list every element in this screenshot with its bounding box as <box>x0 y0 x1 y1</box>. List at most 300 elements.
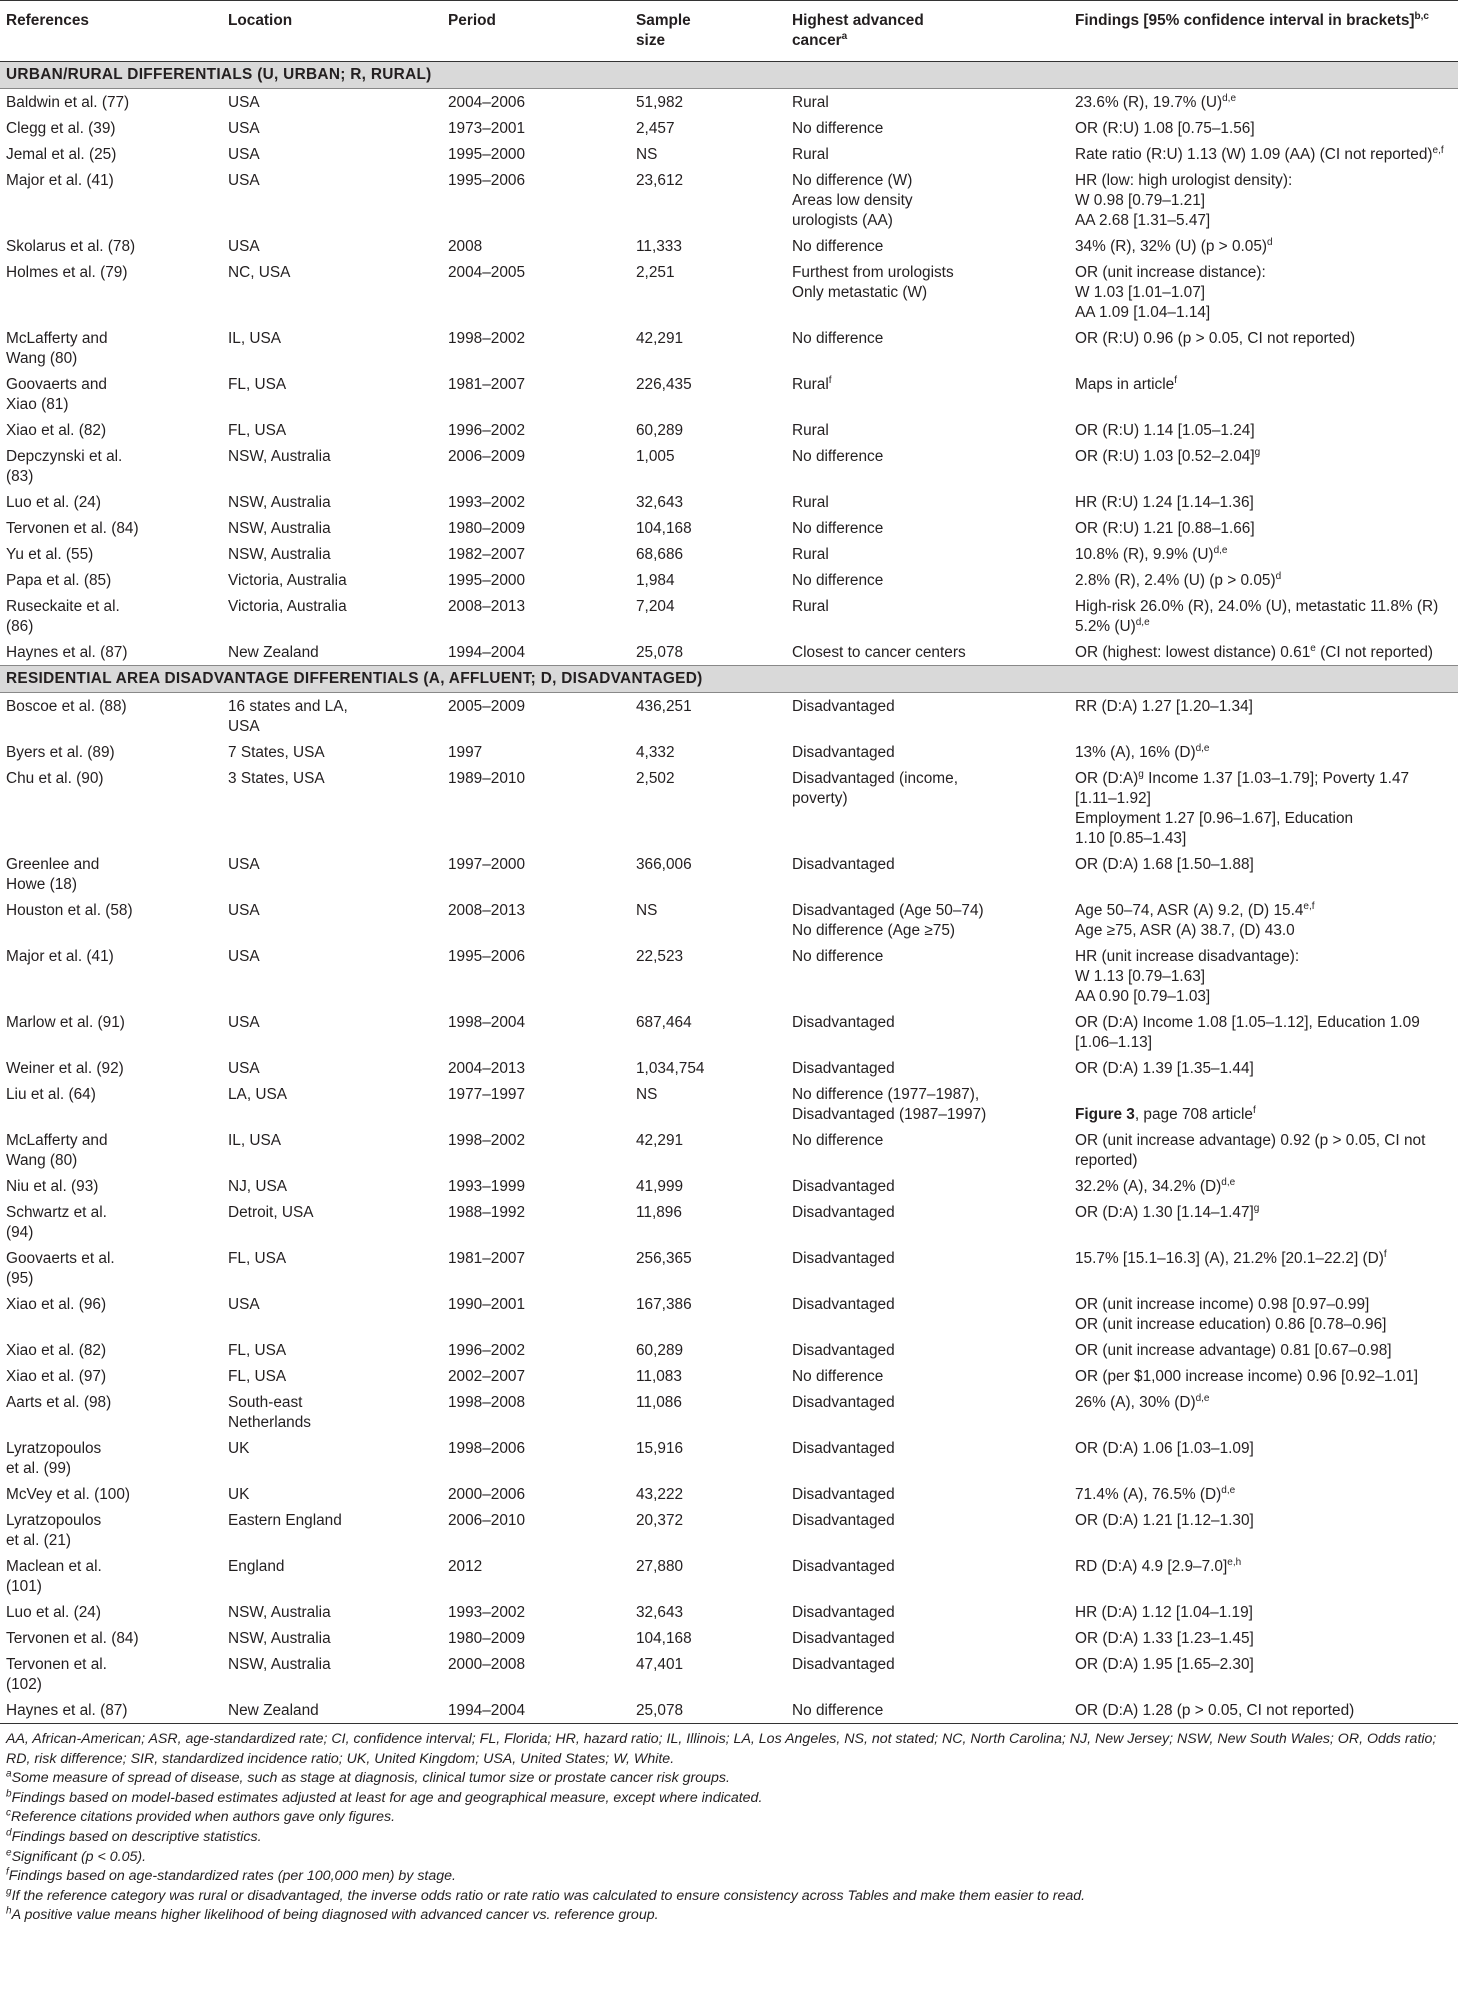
cell-findings: HR (D:A) 1.12 [1.04–1.19] <box>1075 1604 1253 1621</box>
table-row <box>0 765 1458 851</box>
cell-sample-size: 366,006 <box>636 856 692 873</box>
cell-highest-advanced: Rural <box>792 146 829 163</box>
cell-sample-size: 20,372 <box>636 1512 684 1529</box>
header-highest-advanced: Highest advanced cancer$^a$ <box>786 1 1069 62</box>
table-row <box>0 89 1458 116</box>
cell-sample-size: 2,251 <box>636 264 675 281</box>
cell-sample-size: 167,386 <box>636 1296 692 1313</box>
abbreviations-note: AA, African-American; ASR, age-standardized rate; CI, confidence interval; FL, Florida; HR, hazard ratio; IL, Illinois; LA, Los Angeles, NS, not stated; NC, North Carolina; NJ, New Jersey; NSW, New South Wales; OR, Odds ratio; RD, risk difference; SIR, standardized incidence ratio; UK, United Kingdom; USA, United States; W, White. <box>6 1731 1437 1767</box>
cell-reference: McLafferty and Wang (80) <box>6 330 108 367</box>
cell-findings: HR (low: high urologist density): W 0.98 [0.79–1.21] AA 2.68 [1.31–5.47] <box>1075 172 1293 229</box>
cell-reference: Jemal et al. (25) <box>6 146 117 163</box>
cell-findings: RR (D:A) 1.27 [1.20–1.34] <box>1075 698 1253 715</box>
cell-highest-advanced: No difference (W) Areas low density urologists (AA) <box>792 172 913 229</box>
cell-period: 1980–2009 <box>448 520 526 537</box>
cell-period: 1996–2002 <box>448 1342 526 1359</box>
cell-sample-size: NS <box>636 146 658 163</box>
table-row <box>0 1697 1458 1723</box>
table-row <box>0 639 1458 666</box>
cell-period: 1998–2008 <box>448 1394 526 1411</box>
cell-highest-advanced: Disadvantaged <box>792 1060 895 1077</box>
cell-reference: Major et al. (41) <box>6 948 114 965</box>
cell-findings: OR (unit increase advantage) 0.92 (p > 0.05, CI not reported) <box>1075 1132 1426 1169</box>
cell-location: New Zealand <box>228 644 319 661</box>
cell-highest-advanced: Rural <box>792 94 829 111</box>
cell-highest-advanced: Disadvantaged <box>792 1014 895 1031</box>
cell-highest-advanced: Disadvantaged <box>792 856 895 873</box>
cell-location: FL, USA <box>228 1250 287 1267</box>
cell-reference: Lyratzopoulos et al. (21) <box>6 1512 102 1549</box>
cell-period: 1989–2010 <box>448 770 526 787</box>
cell-reference: Yu et al. (55) <box>6 546 94 563</box>
table-header <box>0 1 1458 62</box>
cell-sample-size: 11,086 <box>636 1394 682 1411</box>
cell-reference: McVey et al. (100) <box>6 1486 131 1503</box>
cell-location: USA <box>228 902 260 919</box>
cell-location: England <box>228 1558 285 1575</box>
header-sample-size: Sample size <box>630 1 786 62</box>
cell-location: NJ, USA <box>228 1178 288 1195</box>
table-body <box>0 62 1458 1724</box>
cell-reference: Boscoe et al. (88) <box>6 698 127 715</box>
cell-sample-size: 42,291 <box>636 330 684 347</box>
cell-period: 2008–2013 <box>448 902 526 919</box>
header-references: References <box>0 1 222 62</box>
table-row <box>0 233 1458 259</box>
cell-location: NC, USA <box>228 264 291 281</box>
cell-reference: Papa et al. (85) <box>6 572 112 589</box>
cell-location: USA <box>228 856 260 873</box>
cell-period: 1995–2000 <box>448 146 526 163</box>
cell-findings: OR (D:A) 1.06 [1.03–1.09] <box>1075 1440 1254 1457</box>
footnote: $^e$Significant (p < 0.05). <box>6 1846 147 1865</box>
cell-reference: Major et al. (41) <box>6 172 114 189</box>
cell-location: USA <box>228 94 260 111</box>
cell-reference: Goovaerts and Xiao (81) <box>6 376 107 413</box>
cell-period: 1980–2009 <box>448 1630 526 1647</box>
cell-highest-advanced: Disadvantaged <box>792 1656 895 1673</box>
cell-highest-advanced: Rural$^f$ <box>792 374 832 393</box>
cell-location: NSW, Australia <box>228 494 331 511</box>
cell-reference: Haynes et al. (87) <box>6 1702 128 1719</box>
cell-reference: Liu et al. (64) <box>6 1086 96 1103</box>
cell-period: 1995–2006 <box>448 948 526 965</box>
cell-location: USA <box>228 172 260 189</box>
table-row <box>0 443 1458 489</box>
cell-period: 1995–2000 <box>448 572 526 589</box>
cell-sample-size: 22,523 <box>636 948 684 965</box>
cell-reference: Marlow et al. (91) <box>6 1014 125 1031</box>
table-row <box>0 693 1458 740</box>
cell-location: UK <box>228 1486 250 1503</box>
cell-findings: OR (R:U) 1.14 [1.05–1.24] <box>1075 422 1255 439</box>
cell-findings: RD (D:A) 4.9 $[2.9-7.0]^{e,h}$ <box>1075 1556 1242 1575</box>
footnote: $^g$If the reference category was rural or disadvantaged, the inverse odds ratio or rate ratio was calculated to ensure consistency across Tables and make them easier to read. <box>6 1886 1086 1904</box>
cell-highest-advanced: Disadvantaged (Age 50–74) No difference (Age ≥75) <box>792 902 984 939</box>
cell-sample-size: 60,289 <box>636 1342 684 1359</box>
cell-reference: Xiao et al. (82) <box>6 1342 107 1359</box>
cell-location: South-east Netherlands <box>228 1394 311 1431</box>
cell-sample-size: 42,291 <box>636 1132 684 1149</box>
cell-period: 2000–2006 <box>448 1486 526 1503</box>
table-row <box>0 417 1458 443</box>
table-row <box>0 167 1458 233</box>
table-row <box>0 515 1458 541</box>
cell-sample-size: 2,457 <box>636 120 675 137</box>
table-row <box>0 259 1458 325</box>
cell-reference: Niu et al. (93) <box>6 1178 99 1195</box>
cell-location: NSW, Australia <box>228 1656 331 1673</box>
table-row <box>0 1291 1458 1337</box>
section-title: RESIDENTIAL AREA DISADVANTAGE DIFFERENTIALS (A, AFFLUENT; D, DISADVANTAGED) <box>0 666 1458 693</box>
table-row <box>0 567 1458 593</box>
table-row <box>0 1199 1458 1245</box>
cell-period: 2004–2013 <box>448 1060 526 1077</box>
cell-reference: Ruseckaite et al. (86) <box>6 598 120 635</box>
cell-location: NSW, Australia <box>228 448 331 465</box>
table-row <box>0 943 1458 1009</box>
cell-location: Detroit, USA <box>228 1204 314 1221</box>
footnote: $^f$Findings based on age-standardized rates (per 100,000 men) by stage. <box>6 1866 456 1885</box>
cell-period: 2004–2005 <box>448 264 526 281</box>
table-row <box>0 1009 1458 1055</box>
cell-location: UK <box>228 1440 250 1457</box>
cell-sample-size: 256,365 <box>636 1250 692 1267</box>
cell-location: Eastern England <box>228 1512 342 1529</box>
cell-location: FL, USA <box>228 1342 287 1359</box>
footnote: $^a$Some measure of spread of disease, such as stage at diagnosis, clinical tumor size or prostate cancer risk groups. <box>6 1768 730 1787</box>
cell-highest-advanced: Rural <box>792 494 829 511</box>
cell-location: USA <box>228 238 260 255</box>
cell-highest-advanced: Disadvantaged <box>792 1440 895 1457</box>
section-header-row <box>0 62 1458 89</box>
cell-sample-size: 32,643 <box>636 1604 684 1621</box>
cell-location: IL, USA <box>228 330 282 347</box>
cell-highest-advanced: Rural <box>792 546 829 563</box>
cell-reference: Haynes et al. (87) <box>6 644 128 661</box>
cell-location: USA <box>228 1296 260 1313</box>
footnote: $^h$A positive value means higher likelihood of being diagnosed with advanced cancer vs. reference group. <box>6 1905 659 1924</box>
cell-reference: Skolarus et al. (78) <box>6 238 136 255</box>
cell-reference: Xiao et al. (96) <box>6 1296 107 1313</box>
table-row <box>0 1127 1458 1173</box>
cell-findings: OR (D:A) 1.33 [1.23–1.45] <box>1075 1630 1254 1647</box>
table-row <box>0 1651 1458 1697</box>
table-row <box>0 1553 1458 1599</box>
cell-sample-size: 1,005 <box>636 448 675 465</box>
cell-period: 1998–2006 <box>448 1440 526 1457</box>
cell-reference: Tervonen et al. (102) <box>6 1656 107 1693</box>
cell-location: New Zealand <box>228 1702 319 1719</box>
cell-period: 1982–2007 <box>448 546 526 563</box>
cell-sample-size: 2,502 <box>636 770 675 787</box>
cell-reference: Byers et al. (89) <box>6 744 115 761</box>
cell-highest-advanced: No difference <box>792 330 884 347</box>
cell-sample-size: 104,168 <box>636 1630 692 1647</box>
cell-sample-size: 11,333 <box>636 238 682 255</box>
cell-findings: Maps in article$^f$ <box>1075 374 1178 393</box>
cell-location: Victoria, Australia <box>228 572 347 589</box>
cell-period: 2008–2013 <box>448 598 526 615</box>
cell-highest-advanced: Disadvantaged <box>792 744 895 761</box>
cell-findings: HR (R:U) 1.24 [1.14–1.36] <box>1075 494 1254 511</box>
table-row <box>0 1337 1458 1363</box>
cell-highest-advanced: Disadvantaged <box>792 1558 895 1575</box>
cell-highest-advanced: No difference <box>792 1702 884 1719</box>
cell-reference: Holmes et al. (79) <box>6 264 128 281</box>
cell-findings: OR (per $1,000 increase income) 0.96 [0.92–1.01] <box>1075 1368 1419 1385</box>
table-row <box>0 325 1458 371</box>
cell-period: 2008 <box>448 238 483 255</box>
cell-reference: Clegg et al. (39) <box>6 120 116 137</box>
cell-period: 1998–2004 <box>448 1014 526 1031</box>
cell-sample-size: 51,982 <box>636 94 684 111</box>
cell-reference: Xiao et al. (82) <box>6 422 107 439</box>
cell-findings: 15.7% [15.1–16.3] (A), 21.2% [20.1–22.2] $(D)^f$ <box>1075 1248 1387 1267</box>
cell-highest-advanced: Disadvantaged <box>792 1394 895 1411</box>
cell-findings: 23.6% (R), 19.7% $(U)^{d,e}$ <box>1075 92 1237 111</box>
table-row <box>0 1599 1458 1625</box>
cell-period: 1993–2002 <box>448 1604 526 1621</box>
section-title: URBAN/RURAL DIFFERENTIALS (U, URBAN; R, RURAL) <box>0 62 1458 89</box>
cell-period: 2006–2009 <box>448 448 526 465</box>
cell-sample-size: 7,204 <box>636 598 675 615</box>
table-row <box>0 739 1458 765</box>
cell-highest-advanced: Disadvantaged <box>792 1296 895 1313</box>
cell-reference: Weiner et al. (92) <box>6 1060 124 1077</box>
cell-reference: Tervonen et al. (84) <box>6 520 139 537</box>
cell-reference: Goovaerts et al. (95) <box>6 1250 115 1287</box>
cell-period: 1997–2000 <box>448 856 526 873</box>
cell-findings: Figure 3, page 708 article$^f$ <box>1075 1104 1256 1123</box>
cell-reference: Luo et al. (24) <box>6 1604 101 1621</box>
cell-location: IL, USA <box>228 1132 282 1149</box>
cell-period: 2002–2007 <box>448 1368 526 1385</box>
cell-period: 1995–2006 <box>448 172 526 189</box>
cell-reference: Xiao et al. (97) <box>6 1368 107 1385</box>
cell-sample-size: 27,880 <box>636 1558 684 1575</box>
table-row <box>0 541 1458 567</box>
cell-location: NSW, Australia <box>228 546 331 563</box>
table-footnotes <box>0 1723 1458 1926</box>
cell-reference: Greenlee and Howe (18) <box>6 856 100 893</box>
cell-highest-advanced: Disadvantaged <box>792 1342 895 1359</box>
cell-findings: Rate ratio (R:U) 1.13 (W) 1.09 (AA) (CI not reported)$^{e,f}$ <box>1075 144 1444 163</box>
cell-sample-size: 25,078 <box>636 644 684 661</box>
cell-findings: OR (D:A) 1.30 $[1.14-1.47]^g$ <box>1075 1202 1260 1221</box>
cell-findings: OR (R:U) 1.21 [0.88–1.66] <box>1075 520 1255 537</box>
cell-findings: High-risk 26.0% (R), 24.0% (U), metastatic 11.8% (R) 5.2% $(U)^{d,e}$ <box>1075 598 1439 635</box>
cell-sample-size: 104,168 <box>636 520 692 537</box>
cell-findings: OR (unit increase distance): W 1.03 [1.01–1.07] AA 1.09 [1.04–1.14] <box>1075 264 1266 321</box>
cell-findings: HR (unit increase disadvantage): W 1.13 [0.79–1.63] AA 0.90 [0.79–1.03] <box>1075 948 1300 1005</box>
cell-highest-advanced: No difference <box>792 948 884 965</box>
cell-period: 1977–1997 <box>448 1086 526 1103</box>
cell-findings: OR (R:U) 1.03 $[0.52-2.04]^g$ <box>1075 446 1261 465</box>
cell-period: 1981–2007 <box>448 1250 526 1267</box>
cell-highest-advanced: Rural <box>792 422 829 439</box>
table-row <box>0 1081 1458 1127</box>
cell-findings: 71.4% (A), 76.5% $(D)^{d,e}$ <box>1075 1484 1236 1503</box>
cell-location: NSW, Australia <box>228 1630 331 1647</box>
cell-reference: McLafferty and Wang (80) <box>6 1132 108 1169</box>
cell-location: USA <box>228 146 260 163</box>
cell-period: 2006–2010 <box>448 1512 526 1529</box>
cell-location: USA <box>228 1014 260 1031</box>
cell-sample-size: 25,078 <box>636 1702 684 1719</box>
cell-highest-advanced: Disadvantaged <box>792 1250 895 1267</box>
cell-highest-advanced: No difference <box>792 120 884 137</box>
cell-sample-size: 47,401 <box>636 1656 684 1673</box>
cell-location: Victoria, Australia <box>228 598 347 615</box>
cell-findings: OR (D:A) 1.21 [1.12–1.30] <box>1075 1512 1254 1529</box>
cell-sample-size: 15,916 <box>636 1440 684 1457</box>
cell-location: 16 states and LA, USA <box>228 698 348 735</box>
cell-location: USA <box>228 120 260 137</box>
cell-highest-advanced: Furthest from urologists Only metastatic (W) <box>792 264 954 301</box>
table-row <box>0 1481 1458 1507</box>
cell-findings: 13% (A), 16% $(D)^{d,e}$ <box>1075 742 1210 761</box>
cell-findings: OR (R:U) 1.08 [0.75–1.56] <box>1075 120 1255 137</box>
cell-reference: Aarts et al. (98) <box>6 1394 112 1411</box>
cell-highest-advanced: Disadvantaged <box>792 1486 895 1503</box>
cell-reference: Depczynski et al. (83) <box>6 448 123 485</box>
cell-sample-size: 23,612 <box>636 172 684 189</box>
cell-sample-size: 1,984 <box>636 572 675 589</box>
header-location: Location <box>222 1 442 62</box>
cell-period: 1998–2002 <box>448 1132 526 1149</box>
cell-period: 1990–2001 <box>448 1296 526 1313</box>
cell-findings: OR (unit increase advantage) 0.81 [0.67–0.98] <box>1075 1342 1392 1359</box>
table-row <box>0 1507 1458 1553</box>
cell-sample-size: 436,251 <box>636 698 692 715</box>
cell-highest-advanced: Disadvantaged <box>792 1178 895 1195</box>
cell-sample-size: 226,435 <box>636 376 692 393</box>
cell-reference: Baldwin et al. (77) <box>6 94 130 111</box>
cell-findings: OR (D:A) 1.68 [1.50–1.88] <box>1075 856 1254 873</box>
table-row <box>0 371 1458 417</box>
cell-highest-advanced: No difference <box>792 520 884 537</box>
cell-period: 1994–2004 <box>448 644 526 661</box>
cell-findings: 34% (R), 32% (U) (p > 0.05)$^d$ <box>1075 236 1273 255</box>
cell-findings: Age 50–74, ASR (A) 9.2, (D) 15.4$^{e,f}$ Age ≥75, ASR (A) 38.7, (D) 43.0 <box>1075 900 1315 939</box>
cell-findings: 32.2% (A), 34.2% $(D)^{d,e}$ <box>1075 1176 1236 1195</box>
header-findings: Findings [95% confidence interval in brackets]$^{b,c}$ <box>1069 1 1458 62</box>
table-row <box>0 1389 1458 1435</box>
cell-highest-advanced: Disadvantaged <box>792 1604 895 1621</box>
cell-location: NSW, Australia <box>228 520 331 537</box>
cell-findings: 10.8% (R), 9.9% $(U)^{d,e}$ <box>1075 544 1228 563</box>
cell-reference: Chu et al. (90) <box>6 770 104 787</box>
cell-findings: OR (D:A) 1.95 [1.65–2.30] <box>1075 1656 1254 1673</box>
cell-location: 3 States, USA <box>228 770 325 787</box>
cell-reference: Houston et al. (58) <box>6 902 133 919</box>
table-row <box>0 1363 1458 1389</box>
cell-location: LA, USA <box>228 1086 288 1103</box>
table-row <box>0 1435 1458 1481</box>
table-row <box>0 141 1458 167</box>
cell-findings: OR (D:A)$^g$ Income 1.37 [1.03–1.79]; Poverty 1.47 [1.11–1.92] Employment 1.27 [0.96–1.67], Education 1.10 [0.85–1.43] <box>1075 768 1410 847</box>
cell-highest-advanced: Disadvantaged <box>792 1512 895 1529</box>
table-row <box>0 851 1458 897</box>
cell-period: 2012 <box>448 1558 483 1575</box>
cell-period: 1993–2002 <box>448 494 526 511</box>
section-header-row <box>0 666 1458 693</box>
table-row <box>0 1055 1458 1081</box>
cell-highest-advanced: Disadvantaged (income, poverty) <box>792 770 958 807</box>
cell-period: 1998–2002 <box>448 330 526 347</box>
cell-sample-size: 11,896 <box>636 1204 682 1221</box>
cell-period: 1993–1999 <box>448 1178 526 1195</box>
cell-period: 1981–2007 <box>448 376 526 393</box>
cell-sample-size: 68,686 <box>636 546 684 563</box>
cell-highest-advanced: Disadvantaged <box>792 1630 895 1647</box>
cell-highest-advanced: Rural <box>792 598 829 615</box>
cell-highest-advanced: Closest to cancer centers <box>792 644 966 661</box>
cell-sample-size: 41,999 <box>636 1178 684 1195</box>
cell-period: 2000–2008 <box>448 1656 526 1673</box>
table-row <box>0 593 1458 639</box>
cell-highest-advanced: No difference <box>792 1132 884 1149</box>
footnote: $^b$Findings based on model-based estimates adjusted at least for age and geographical measure, except where indicated. <box>6 1788 763 1806</box>
cell-sample-size: 687,464 <box>636 1014 692 1031</box>
cell-reference: Lyratzopoulos et al. (99) <box>6 1440 102 1477</box>
cell-location: FL, USA <box>228 376 287 393</box>
cell-highest-advanced: No difference (1977–1987), Disadvantaged (1987–1997) <box>792 1086 987 1123</box>
cell-findings: 26% (A), 30% $(D)^{d,e}$ <box>1075 1392 1210 1411</box>
cell-location: 7 States, USA <box>228 744 325 761</box>
cell-period: 1994–2004 <box>448 1702 526 1719</box>
cell-sample-size: 1,034,754 <box>636 1060 705 1077</box>
cell-highest-advanced: No difference <box>792 1368 884 1385</box>
cell-period: 1996–2002 <box>448 422 526 439</box>
cell-sample-size: 43,222 <box>636 1486 684 1503</box>
cell-highest-advanced: No difference <box>792 238 884 255</box>
footnote-list <box>6 1769 1452 1926</box>
cell-sample-size: 11,083 <box>636 1368 682 1385</box>
cell-reference: Schwartz et al. (94) <box>6 1204 107 1241</box>
footnote: $^d$Findings based on descriptive statistics. <box>6 1827 262 1845</box>
table-row <box>0 897 1458 943</box>
cell-period: 1997 <box>448 744 483 761</box>
cell-location: NSW, Australia <box>228 1604 331 1621</box>
cell-period: 1988–1992 <box>448 1204 526 1221</box>
cell-location: USA <box>228 948 260 965</box>
cell-location: FL, USA <box>228 422 287 439</box>
header-period: Period <box>442 1 630 62</box>
cell-reference: Luo et al. (24) <box>6 494 101 511</box>
cell-highest-advanced: No difference <box>792 448 884 465</box>
cell-period: 2005–2009 <box>448 698 526 715</box>
cell-findings: OR (D:A) Income 1.08 [1.05–1.12], Education 1.09 [1.06–1.13] <box>1075 1014 1420 1051</box>
cell-reference: Tervonen et al. (84) <box>6 1630 139 1647</box>
cell-findings: OR (highest: lowest distance) 0.61e (CI not reported) <box>1075 642 1434 661</box>
cell-sample-size: NS <box>636 902 658 919</box>
cell-findings: 2.8% (R), 2.4% (U) (p > 0.05)$^d$ <box>1075 570 1282 589</box>
cell-sample-size: 32,643 <box>636 494 684 511</box>
table-row <box>0 1173 1458 1199</box>
cell-period: 2004–2006 <box>448 94 526 111</box>
table-row <box>0 489 1458 515</box>
cell-highest-advanced: Disadvantaged <box>792 1204 895 1221</box>
cell-sample-size: NS <box>636 1086 658 1103</box>
table-row <box>0 1245 1458 1291</box>
cell-sample-size: 4,332 <box>636 744 675 761</box>
cell-findings: OR (R:U) 0.96 (p > 0.05, CI not reported) <box>1075 330 1356 347</box>
cell-findings: OR (D:A) 1.28 (p > 0.05, CI not reported) <box>1075 1702 1355 1719</box>
cell-highest-advanced: No difference <box>792 572 884 589</box>
cell-location: FL, USA <box>228 1368 287 1385</box>
